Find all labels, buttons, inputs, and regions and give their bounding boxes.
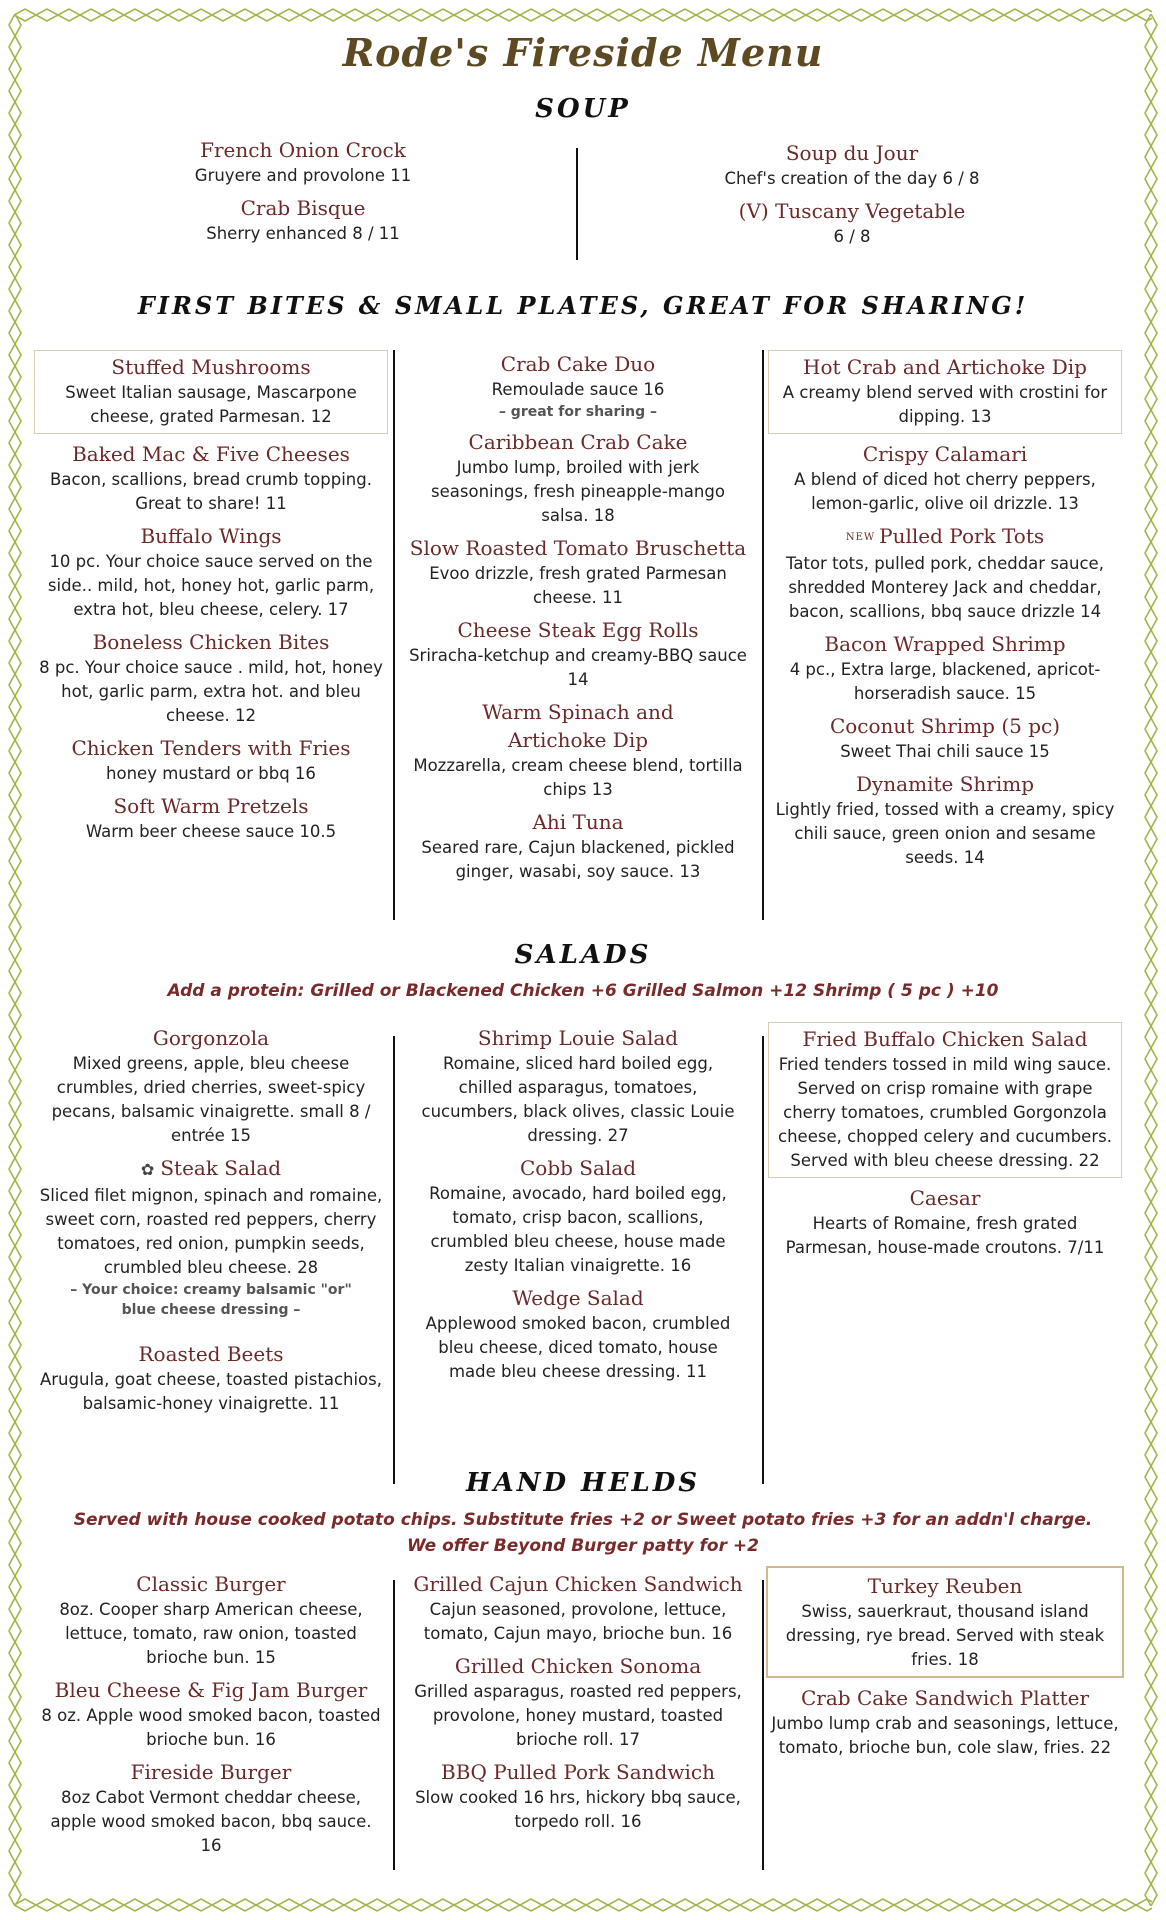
item-name: Buffalo Wings	[140, 524, 282, 548]
first-bites-divider-2	[762, 350, 764, 920]
item-desc: 4 pc., Extra large, blackened, apricot-horseradish sauce. 15	[789, 659, 1101, 703]
item-name: Baked Mac & Five Cheeses	[72, 442, 350, 466]
menu-item	[408, 1570, 748, 1646]
menu-item	[38, 1676, 384, 1752]
item-desc: Swiss, sauerkraut, thousand island dressing, rye bread. Served with steak fries. 18	[785, 1602, 1105, 1669]
item-name	[768, 522, 1122, 552]
item-name: Gorgonzola	[152, 1026, 270, 1050]
bottom-border	[14, 1898, 1152, 1912]
item-desc: honey mustard or bbq 16	[106, 764, 316, 783]
item-name: Shrimp Louie Salad	[477, 1026, 679, 1050]
menu-item-featured	[766, 1566, 1124, 1678]
menu-item	[408, 350, 748, 422]
item-name: Grilled Cajun Chicken Sandwich	[413, 1572, 743, 1596]
menu-item	[150, 136, 456, 188]
menu-item	[34, 440, 388, 516]
menu-item	[34, 1024, 388, 1148]
item-desc: Romaine, avocado, hard boiled egg, tomato, crisp bacon, scallions, crumbled bleu cheese, house made zesty Italian vinaigrette. 16	[429, 1184, 727, 1275]
menu-title: Rode's Fireside Menu	[342, 30, 824, 75]
menu-item	[34, 628, 388, 728]
item-desc: Jumbo lump, broiled with jerk seasonings, fresh pineapple-mango salsa. 18	[431, 458, 725, 525]
first-bites-divider-1	[393, 350, 395, 920]
menu-item	[34, 734, 388, 786]
menu-item	[768, 440, 1122, 516]
item-name: Turkey Reuben	[867, 1574, 1023, 1598]
item-desc: Mozzarella, cream cheese blend, tortilla chips 13	[413, 756, 743, 799]
item-desc: Chef's creation of the day 6 / 8	[724, 169, 980, 188]
hand-helds-divider-2	[762, 1580, 764, 1870]
item-desc: Hearts of Romaine, fresh grated Parmesan, house-made croutons. 7/11	[785, 1214, 1105, 1257]
menu-item	[150, 194, 456, 246]
flower-icon: ✿	[140, 1160, 155, 1179]
item-name: Fried Buffalo Chicken Salad	[802, 1027, 1088, 1051]
menu-item	[38, 1758, 384, 1858]
item-desc: Slow cooked 16 hrs, hickory bbq sauce, torpedo roll. 16	[415, 1788, 741, 1831]
item-desc: 6 / 8	[833, 227, 871, 246]
hand-helds-column-3	[766, 1566, 1124, 1766]
menu-item	[34, 1154, 388, 1320]
item-desc: Seared rare, Cajun blackened, pickled ginger, wasabi, soy sauce. 13	[421, 838, 735, 881]
menu-item	[408, 808, 748, 884]
salads-heading: SALADS	[514, 940, 652, 970]
menu-item	[418, 1284, 738, 1384]
item-name: Classic Burger	[136, 1572, 286, 1596]
hand-helds-heading: HAND HELDS	[465, 1468, 701, 1498]
soup-heading: SOUP	[535, 94, 631, 124]
item-name: Wedge Salad	[512, 1286, 644, 1310]
menu-item	[34, 792, 388, 844]
menu-item	[408, 698, 748, 802]
hand-helds-column-2	[408, 1570, 748, 1840]
item-desc: Gruyere and provolone 11	[194, 166, 412, 185]
item-desc: Applewood smoked bacon, crumbled bleu cheese, diced tomato, house made bleu cheese dressing. 11	[425, 1314, 731, 1381]
item-name: Slow Roasted Tomato Bruschetta	[409, 536, 747, 560]
salads-divider-1	[393, 1036, 395, 1484]
item-name: Chicken Tenders with Fries	[71, 736, 351, 760]
item-name: Hot Crab and Artichoke Dip	[803, 355, 1087, 379]
soup-right-column	[702, 139, 1002, 255]
item-desc: Grilled asparagus, roasted red peppers, provolone, honey mustard, toasted brioche roll. 17	[414, 1682, 742, 1749]
item-note: – Your choice: creamy balsamic "or" blue cheese dressing –	[70, 1282, 352, 1318]
item-name: Caribbean Crab Cake	[468, 430, 688, 454]
item-note: – great for sharing –	[498, 404, 658, 420]
item-desc: 8oz Cabot Vermont cheddar cheese, apple wood smoked bacon, bbq sauce. 16	[50, 1788, 372, 1855]
new-badge: NEW	[845, 531, 876, 543]
item-desc: 8 pc. Your choice sauce . mild, hot, honey hot, garlic parm, extra hot. and bleu cheese. 12	[39, 658, 383, 725]
hand-helds-column-1	[38, 1570, 384, 1864]
menu-item-featured	[768, 1022, 1122, 1178]
menu-item	[768, 522, 1122, 624]
menu-item	[768, 712, 1122, 764]
item-name: French Onion Crock	[200, 138, 406, 162]
item-name: Soup du Jour	[785, 141, 919, 165]
salads-column-2	[418, 1024, 738, 1390]
menu-item	[768, 770, 1122, 870]
item-name: Crispy Calamari	[862, 442, 1028, 466]
item-desc: Sherry enhanced 8 / 11	[206, 224, 400, 243]
item-desc: Lightly fried, tossed with a creamy, spicy chili sauce, green onion and sesame seeds. 14	[775, 799, 1115, 867]
salads-column-3	[768, 1022, 1122, 1266]
menu-item	[408, 1652, 748, 1752]
item-desc: Evoo drizzle, fresh grated Parmesan cheese. 11	[429, 564, 727, 607]
item-name	[34, 1154, 388, 1184]
first-bites-column-2	[408, 350, 748, 890]
item-desc: Jumbo lump crab and seasonings, lettuce, tomato, brioche bun, cole slaw, fries. 22	[771, 1714, 1119, 1757]
item-desc: 8 oz. Apple wood smoked bacon, toasted brioche bun. 16	[41, 1706, 381, 1749]
menu-item	[408, 428, 748, 528]
item-name: Soft Warm Pretzels	[113, 794, 309, 818]
menu-item	[38, 1570, 384, 1670]
menu-item	[408, 534, 748, 610]
item-desc: Fried tenders tossed in mild wing sauce. Served on crisp romaine with grape cherry tomatoes, crumbled Gorgonzola cheese, chopped celery and cucumbers. Served with bleu cheese dressing. 22	[778, 1055, 1112, 1170]
item-name: Crab Cake Duo	[500, 352, 656, 376]
menu-item-featured	[768, 350, 1122, 434]
soup-left-column	[150, 136, 456, 252]
menu-item	[418, 1024, 738, 1148]
menu-item	[702, 197, 1002, 249]
item-desc: Romaine, sliced hard boiled egg, chilled asparagus, tomatoes, cucumbers, black olives, classic Louie dressing. 27	[421, 1054, 735, 1145]
menu-item	[34, 1340, 388, 1416]
item-desc: Sweet Thai chili sauce 15	[840, 741, 1050, 761]
menu-item	[408, 1758, 748, 1834]
menu-item	[768, 630, 1122, 706]
salads-protein-note: Add a protein: Grilled or Blackened Chicken +6 Grilled Salmon +12 Shrimp ( 5 pc ) +10	[167, 981, 999, 1001]
item-desc: Warm beer cheese sauce 10.5	[85, 822, 337, 841]
item-name: Dynamite Shrimp	[855, 771, 1035, 796]
menu-item	[408, 616, 748, 692]
item-desc: Arugula, goat cheese, toasted pistachios, balsamic-honey vinaigrette. 11	[39, 1370, 382, 1413]
item-name: Boneless Chicken Bites	[92, 630, 330, 654]
item-desc: Sriracha-ketchup and creamy-BBQ sauce 14	[409, 646, 747, 689]
item-name: Cheese Steak Egg Rolls	[457, 618, 699, 642]
menu-item	[34, 522, 388, 622]
item-desc: 8oz. Cooper sharp American cheese, lettuce, tomato, raw onion, toasted brioche bun. 15	[59, 1600, 363, 1667]
item-desc: Cajun seasoned, provolone, lettuce, tomato, Cajun mayo, brioche bun. 16	[423, 1600, 733, 1643]
item-desc: Sweet Italian sausage, Mascarpone cheese, grated Parmesan. 12	[65, 383, 357, 426]
item-name: Grilled Chicken Sonoma	[454, 1654, 702, 1678]
salads-column-1	[34, 1024, 388, 1422]
menu-item	[702, 139, 1002, 191]
item-name: (V) Tuscany Vegetable	[738, 199, 966, 223]
item-name-text: Steak Salad	[160, 1156, 282, 1180]
first-bites-heading: FIRST BITES & SMALL PLATES, GREAT FOR SHARING!	[137, 291, 1029, 320]
item-name-text: Pulled Pork Tots	[879, 524, 1045, 548]
item-name: Crab Cake Sandwich Platter	[801, 1686, 1089, 1710]
first-bites-column-3	[768, 350, 1122, 876]
item-name: Caesar	[909, 1186, 981, 1210]
menu-item	[418, 1154, 738, 1278]
menu-item	[766, 1684, 1124, 1760]
item-name: Cobb Salad	[519, 1156, 637, 1180]
item-name: Stuffed Mushrooms	[111, 355, 311, 379]
salads-divider-2	[762, 1036, 764, 1484]
item-name: Bacon Wrapped Shrimp	[824, 631, 1066, 656]
hand-helds-divider-1	[393, 1580, 395, 1870]
menu-item	[768, 1184, 1122, 1260]
item-desc: Sliced filet mignon, spinach and romaine, sweet corn, roasted red peppers, cherry tomatoes, red onion, pumpkin seeds, crumbled bleu cheese. 28	[39, 1186, 383, 1277]
hand-helds-note: Served with house cooked potato chips. Substitute fries +2 or Sweet potato fries +3 for an addn'l charge. We offer Beyond Burger patty for +2	[73, 1510, 1093, 1556]
top-border	[14, 8, 1152, 22]
item-name: Roasted Beets	[138, 1342, 284, 1366]
item-name: BBQ Pulled Pork Sandwich	[441, 1760, 715, 1784]
item-name: Fireside Burger	[130, 1760, 292, 1784]
item-name: Warm Spinach and Artichoke Dip	[482, 700, 674, 752]
item-desc: Bacon, scallions, bread crumb topping. Great to share! 11	[50, 470, 372, 513]
item-name: Bleu Cheese & Fig Jam Burger	[54, 1678, 368, 1702]
item-desc: Tator tots, pulled pork, cheddar sauce, shredded Monterey Jack and cheddar, bacon, scallions, bbq sauce drizzle 14	[786, 553, 1104, 621]
menu-item-featured	[34, 350, 388, 434]
item-desc: Mixed greens, apple, bleu cheese crumbles, dried cherries, sweet-spicy pecans, balsamic vinaigrette. small 8 / entrée 15	[51, 1054, 371, 1145]
item-name: Ahi Tuna	[532, 810, 624, 834]
item-desc: A creamy blend served with crostini for dipping. 13	[782, 383, 1108, 426]
soup-divider	[576, 148, 578, 260]
item-desc: Remoulade sauce 16	[491, 380, 665, 399]
item-desc: 10 pc. Your choice sauce served on the side.. mild, hot, honey hot, garlic parm, extra hot, bleu cheese, celery. 17	[47, 552, 375, 619]
first-bites-column-1	[34, 350, 388, 850]
item-desc: A blend of diced hot cherry peppers, lemon-garlic, olive oil drizzle. 13	[794, 470, 1096, 513]
item-name: Coconut Shrimp (5 pc)	[829, 713, 1061, 738]
item-name: Crab Bisque	[240, 196, 366, 220]
